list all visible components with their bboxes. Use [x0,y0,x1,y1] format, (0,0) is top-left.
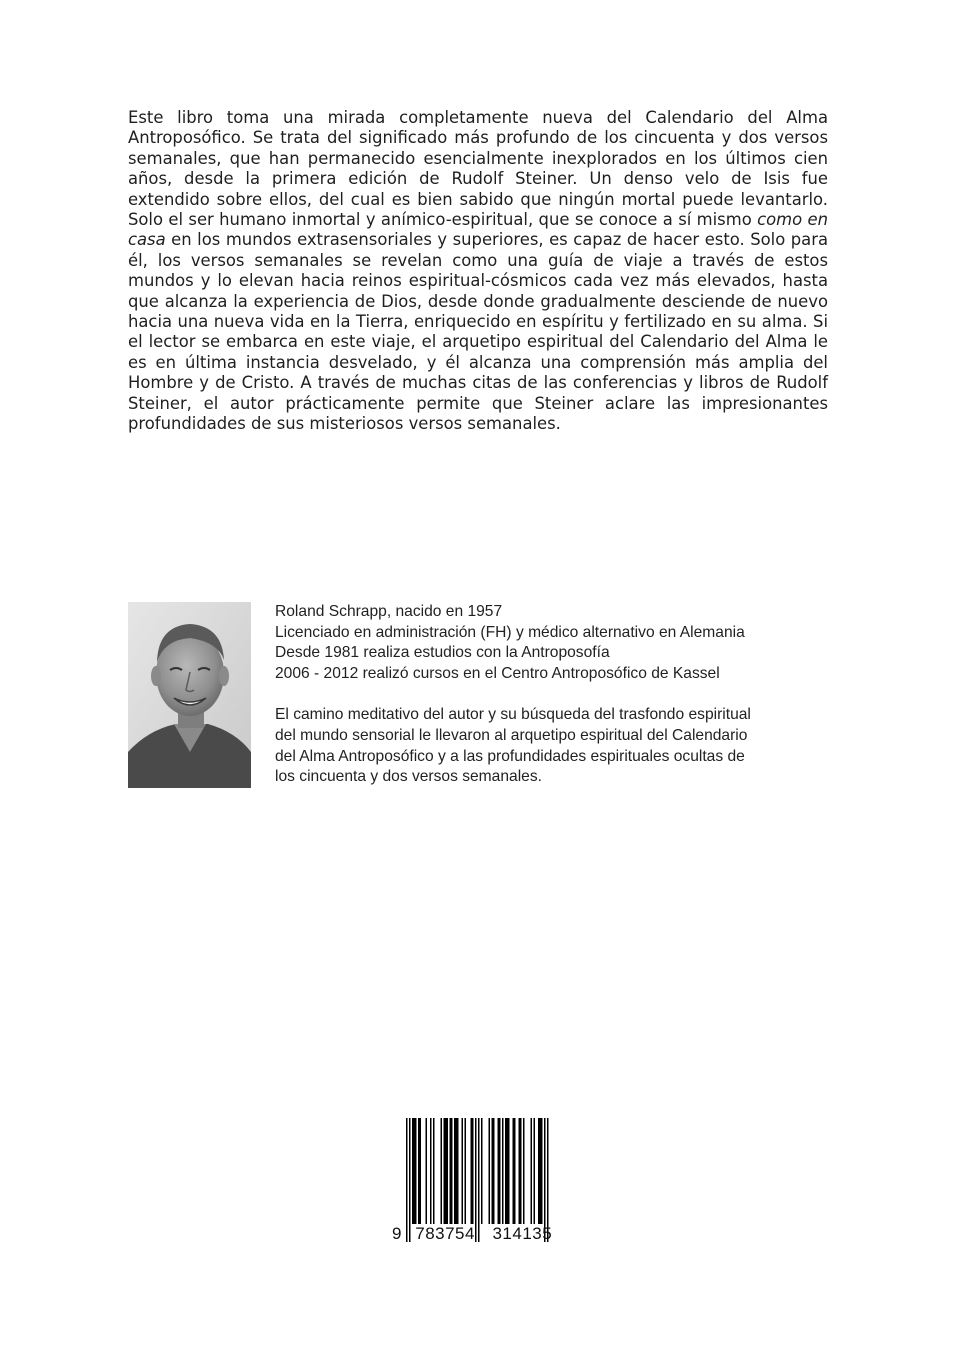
description-line: del mundo sensorial le llevaron al arquetipo espiritual del Calendario [275,726,748,744]
barcode-bar [415,1118,417,1224]
blurb-italic-phrase: como en casa [128,210,828,250]
barcode-bar [445,1118,447,1224]
barcode-bar [457,1118,459,1224]
barcode-bar [472,1118,474,1224]
barcode-bar [433,1118,435,1224]
barcode-bar [523,1118,525,1224]
barcode-bar [513,1118,515,1224]
barcode-bar [451,1118,453,1224]
barcode-bar [412,1118,414,1224]
barcode-bar [499,1118,501,1224]
barcode-bar [541,1118,543,1224]
barcode-bar [519,1118,521,1224]
barcode-bar [493,1118,495,1224]
isbn-number [392,1224,560,1244]
barcode-bar [471,1118,473,1224]
barcode-bar [481,1118,483,1224]
barcode-bar [456,1118,458,1224]
bio-line: Licenciado en administración (FH) y médico alternativo en Alemania [275,623,745,641]
blurb-part-2: en los mundos extrasensoriales y superiores, es capaz de hacer esto. Solo para él, los versos semanales se revelan como una guía de viaje a través de estos mundos y lo elevan hacia reinos espiritual-cósmicos cada vez más elevados, hasta que alcanza la experiencia de Dios, desde donde gradualmente desciende de nuevo hacia una nueva vida en la Tierra, enriquecido en espíritu y fertilizado en su alma. Si el lector se embarca en este viaje, el arquetipo espiritual del Calendario del Alma le es en última instancia desvelado, y él alcanza una comprensión más amplia del Hombre y de Cristo. A través de muchas citas de las conferencias y libros de Rudolf Steiner, el autor prácticamente permite que Steiner aclare las impresionantes profundidades de sus misteriosos versos semanales. [128,230,828,434]
description-line: del Alma Antroposófico y a las profundidades espirituales ocultas de [275,747,745,765]
barcode-bar [489,1118,491,1224]
barcode-bar [538,1118,540,1224]
bio-line: Roland Schrapp, nacido en 1957 [275,603,503,620]
barcode-bar [520,1118,522,1224]
isbn-group-1: 783754 [415,1224,475,1243]
barcode-bar [418,1118,420,1224]
barcode-bar [430,1118,432,1224]
barcode-bar [505,1118,507,1224]
barcode-bar [540,1118,542,1224]
barcode-bar [498,1118,500,1224]
barcode-bar [447,1118,449,1224]
author-bio [275,602,815,788]
barcode-bar [531,1118,533,1224]
barcode-bar [534,1118,536,1224]
barcode-bar [420,1118,422,1224]
bio-line: Desde 1981 realiza estudios con la Antroposofía [275,644,610,662]
bio-line: 2006 - 2012 realizó cursos en el Centro Antroposófico de Kassel [275,664,720,682]
barcode-bar [426,1118,428,1224]
barcode-bar [450,1118,452,1224]
barcode-bar [454,1118,456,1224]
author-photo [128,602,251,788]
barcode-bar [444,1118,446,1224]
barcode-bar [492,1118,494,1224]
barcode-bar [441,1118,443,1224]
paragraph-spacer [275,684,815,705]
barcode-bar [514,1118,516,1224]
barcode-bar [414,1118,416,1224]
blurb-part-1: Este libro toma una mirada completamente nueva del Calendario del Alma Antroposófico. Se trata del significado más profundo de los cincuenta y dos versos semanales, que han permanecido esencialmente inexplorados en los últimos cien años, desde la primera edición de Rudolf Steiner. Un denso velo de Isis fue extendido sobre ellos, del cual es bien sabido que ningún mortal puede levantarlo. Solo el ser humano inmortal y anímico-espiritual, que se conoce a sí mismo [128,108,828,230]
description-line: El camino meditativo del autor y su búsqueda del trasfondo espiritual [275,706,751,724]
barcode-bar [502,1118,504,1224]
barcode-bar [508,1118,510,1224]
barcode-bar [465,1118,467,1224]
back-cover-blurb [128,108,828,435]
description-line: los cincuenta y dos versos semanales. [275,768,542,786]
isbn-group-2: 314135 [492,1224,553,1243]
isbn-lead-digit: 9 [392,1224,402,1243]
barcode-bar [462,1118,464,1224]
barcode-bar [507,1118,509,1224]
